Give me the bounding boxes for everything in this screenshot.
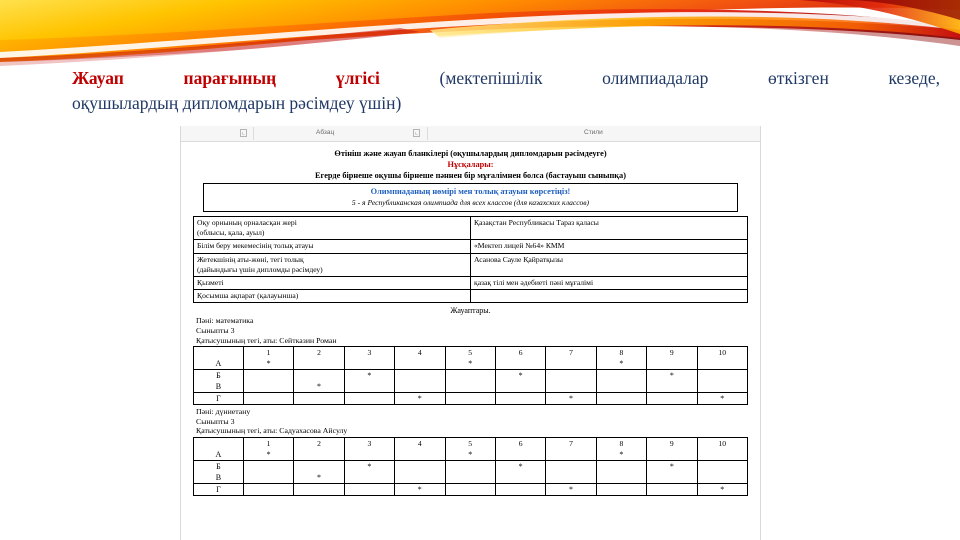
answer-grid-2 bbox=[193, 437, 748, 496]
subject-section-1-meta bbox=[193, 316, 748, 345]
decorative-header-banner bbox=[0, 0, 960, 72]
answer-cell-Б-1[interactable] bbox=[243, 370, 293, 382]
answer-mark-icon: * bbox=[316, 472, 321, 482]
answer-grid-row-В bbox=[194, 472, 748, 484]
info-value-location: Қазақстан Республикасы Тараз қаласы bbox=[471, 217, 748, 240]
answer-cell-А-6[interactable] bbox=[495, 358, 545, 370]
answer-cell-В-7[interactable] bbox=[546, 381, 596, 393]
answer-cell-В-6[interactable] bbox=[495, 472, 545, 484]
answer-cell-В-8[interactable] bbox=[596, 381, 646, 393]
answer-grid-column-header-1: 1 bbox=[243, 347, 293, 359]
answer-cell-А-5[interactable] bbox=[445, 449, 495, 461]
subject-line bbox=[196, 316, 748, 326]
document-header-line-1: Өтініш және жауап бланкілері (оқушылардың дипломдарын рәсімдеуге) bbox=[334, 149, 607, 158]
answer-cell-Б-7[interactable] bbox=[546, 370, 596, 382]
class-label: Сыныпты bbox=[196, 416, 229, 426]
answer-cell-В-2[interactable] bbox=[294, 472, 344, 484]
answer-grid-1 bbox=[193, 346, 748, 405]
answer-cell-Б-5[interactable] bbox=[445, 460, 495, 472]
title-bold-part: Жауап парағының үлгісі bbox=[72, 68, 380, 88]
answer-grid-column-header-8: 8 bbox=[596, 437, 646, 449]
subject-section-2-meta bbox=[193, 407, 748, 436]
document-header-line-variants: Нұсқалары: bbox=[447, 160, 494, 169]
answer-cell-А-3[interactable] bbox=[344, 358, 394, 370]
answer-cell-Г-8[interactable] bbox=[596, 393, 646, 405]
answer-cell-Б-4[interactable] bbox=[395, 370, 445, 382]
participant-line bbox=[196, 336, 748, 346]
answer-cell-В-5[interactable] bbox=[445, 472, 495, 484]
answer-mark-icon: * bbox=[569, 394, 574, 404]
answer-cell-Б-9[interactable] bbox=[647, 460, 697, 472]
info-label-note: (облысы, қала, ауыл) bbox=[197, 228, 265, 238]
answer-grid-row-Г bbox=[194, 393, 748, 405]
answer-cell-Г-8[interactable] bbox=[596, 483, 646, 495]
answer-mark-icon: * bbox=[518, 371, 523, 381]
answer-grid-column-header-10: 10 bbox=[697, 347, 747, 359]
answer-cell-А-2[interactable] bbox=[294, 449, 344, 461]
class-label: Сыныпты bbox=[196, 326, 229, 336]
answer-mark-icon: * bbox=[569, 484, 574, 494]
answer-grid-column-header-5: 5 bbox=[445, 347, 495, 359]
answer-grid-column-header-1: 1 bbox=[243, 437, 293, 449]
ribbon-group-label-styles: Стили bbox=[584, 129, 603, 136]
answer-cell-Б-9[interactable] bbox=[647, 370, 697, 382]
ribbon-group-label-paragraph: Абзац bbox=[316, 129, 335, 136]
info-value-supervisor: Асанова Сауле Қайратқызы bbox=[471, 253, 748, 276]
answer-grid-column-header-7: 7 bbox=[546, 437, 596, 449]
document-body bbox=[181, 142, 760, 496]
answer-cell-Г-4[interactable] bbox=[395, 393, 445, 405]
info-label-supervisor bbox=[194, 253, 471, 276]
answer-cell-В-8[interactable] bbox=[596, 472, 646, 484]
answer-cell-В-1[interactable] bbox=[243, 381, 293, 393]
answer-cell-Г-10[interactable] bbox=[697, 483, 747, 495]
class-line bbox=[196, 326, 748, 336]
answer-cell-Г-5[interactable] bbox=[445, 483, 495, 495]
answer-grid-column-header-2: 2 bbox=[294, 437, 344, 449]
answer-grid-column-header-8: 8 bbox=[596, 347, 646, 359]
answer-cell-А-1[interactable] bbox=[243, 358, 293, 370]
answer-cell-А-9[interactable] bbox=[647, 449, 697, 461]
page-title bbox=[72, 66, 940, 116]
answer-grid-row-Г bbox=[194, 483, 748, 495]
answers-section-label: Жауаптары. bbox=[450, 306, 491, 316]
answer-cell-А-7[interactable] bbox=[546, 449, 596, 461]
answer-cell-А-3[interactable] bbox=[344, 449, 394, 461]
answer-mark-icon: * bbox=[266, 449, 271, 459]
document-screenshot-panel bbox=[180, 126, 761, 540]
answer-cell-А-8[interactable] bbox=[596, 358, 646, 370]
answer-cell-Б-2[interactable] bbox=[294, 370, 344, 382]
info-value-institution: «Мектеп лицей №64» КММ bbox=[471, 240, 748, 253]
info-label-position: Қызметі bbox=[194, 277, 471, 290]
answer-grid-column-header-5: 5 bbox=[445, 437, 495, 449]
paragraph-dialog-launcher-icon[interactable]: ⌞ bbox=[242, 130, 245, 136]
answer-cell-Б-6[interactable] bbox=[495, 370, 545, 382]
answer-cell-В-10[interactable] bbox=[697, 472, 747, 484]
answer-grid-column-header-3: 3 bbox=[344, 437, 394, 449]
callout-subtitle: 5 - я Республиканская олимпиада для всех классов (для казахских классов) bbox=[351, 198, 590, 207]
answer-mark-icon: * bbox=[367, 371, 372, 381]
table-row bbox=[194, 240, 748, 253]
info-label-institution: Білім беру мекемесінің толық атауы bbox=[194, 240, 471, 253]
info-label-text: Жетекшінің аты-жөні, тегі толық bbox=[197, 254, 304, 264]
info-value-extra bbox=[471, 290, 748, 303]
answer-cell-А-4[interactable] bbox=[395, 358, 445, 370]
answer-cell-Г-7[interactable] bbox=[546, 393, 596, 405]
info-label-location bbox=[194, 217, 471, 240]
title-line-2: оқушылардың дипломдарын рәсімдеу үшін) bbox=[72, 93, 402, 113]
answer-cell-Г-6[interactable] bbox=[495, 483, 545, 495]
answer-cell-А-8[interactable] bbox=[596, 449, 646, 461]
answer-cell-Г-6[interactable] bbox=[495, 393, 545, 405]
institution-info-table bbox=[193, 216, 748, 303]
answer-mark-icon: * bbox=[669, 461, 674, 471]
answer-cell-Б-3[interactable] bbox=[344, 370, 394, 382]
olympiad-callout-box bbox=[203, 183, 738, 212]
answer-cell-В-4[interactable] bbox=[395, 472, 445, 484]
subject-value: дүниетану bbox=[215, 407, 251, 417]
answer-grid-column-header-9: 9 bbox=[647, 347, 697, 359]
answer-mark-icon: * bbox=[619, 359, 624, 369]
answer-grid-column-header-2: 2 bbox=[294, 347, 344, 359]
answer-grid-row-label: А bbox=[194, 358, 244, 370]
class-value: 3 bbox=[230, 326, 235, 336]
answer-grid-column-header-4: 4 bbox=[395, 437, 445, 449]
answer-grid-row-label: В bbox=[194, 472, 244, 484]
answer-grid-column-header-6: 6 bbox=[495, 437, 545, 449]
answer-grid-column-header-7: 7 bbox=[546, 347, 596, 359]
answer-mark-icon: * bbox=[367, 461, 372, 471]
answer-cell-А-10[interactable] bbox=[697, 358, 747, 370]
answer-cell-В-1[interactable] bbox=[243, 472, 293, 484]
answer-cell-В-2[interactable] bbox=[294, 381, 344, 393]
table-row bbox=[194, 253, 748, 276]
class-line bbox=[196, 417, 748, 427]
answer-cell-В-4[interactable] bbox=[395, 381, 445, 393]
answer-mark-icon: * bbox=[417, 484, 422, 494]
participant-value: Садуахасова Айсулу bbox=[279, 426, 348, 436]
title-rest-part: (мектепішілік олимпиадалар өткізген кезеде, bbox=[439, 68, 940, 88]
answer-cell-Б-6[interactable] bbox=[495, 460, 545, 472]
answer-cell-В-6[interactable] bbox=[495, 381, 545, 393]
answer-grid-row-label: Б bbox=[194, 370, 244, 382]
answer-mark-icon: * bbox=[316, 382, 321, 392]
table-row bbox=[194, 217, 748, 240]
table-row bbox=[194, 290, 748, 303]
callout-title: Олимпиаданың нөмірі мен толық атауын көрсетіңіз! bbox=[370, 187, 571, 196]
answer-cell-В-5[interactable] bbox=[445, 381, 495, 393]
participant-line bbox=[196, 426, 748, 436]
answer-cell-Б-7[interactable] bbox=[546, 460, 596, 472]
answer-cell-Б-4[interactable] bbox=[395, 460, 445, 472]
answer-mark-icon: * bbox=[468, 449, 473, 459]
title-line-1 bbox=[72, 66, 940, 91]
info-label-note: (дайындығы үшін дипломды рәсімдеу) bbox=[197, 264, 323, 274]
answer-cell-Б-8[interactable] bbox=[596, 370, 646, 382]
answer-cell-В-3[interactable] bbox=[344, 472, 394, 484]
subject-label: Пәні: bbox=[196, 316, 214, 326]
answer-mark-icon: * bbox=[518, 461, 523, 471]
answer-grid-row-label: В bbox=[194, 381, 244, 393]
table-row bbox=[194, 277, 748, 290]
answer-mark-icon: * bbox=[669, 371, 674, 381]
answer-grid-corner-cell bbox=[194, 437, 244, 449]
document-header-line-condition: Егерде бірнеше оқушы бірнеше пәннен бір мұғалімнен болса (бастауыш сыныпқа) bbox=[315, 171, 626, 180]
answer-grid-row-В bbox=[194, 381, 748, 393]
answer-grid-row-Б bbox=[194, 370, 748, 382]
answer-cell-Г-1[interactable] bbox=[243, 393, 293, 405]
answer-cell-Г-5[interactable] bbox=[445, 393, 495, 405]
answer-grid-header-row bbox=[194, 437, 748, 449]
answer-cell-Г-3[interactable] bbox=[344, 483, 394, 495]
info-label-text: Оқу орнының орналасқан жері bbox=[197, 218, 297, 227]
answer-cell-В-10[interactable] bbox=[697, 381, 747, 393]
answer-cell-А-7[interactable] bbox=[546, 358, 596, 370]
answer-cell-А-2[interactable] bbox=[294, 358, 344, 370]
subject-line bbox=[196, 407, 748, 417]
subject-value: математика bbox=[215, 316, 254, 326]
word-ribbon-strip bbox=[181, 126, 760, 142]
info-value-position: қазақ тілі мен әдебиеті пәні мұғалімі bbox=[471, 277, 748, 290]
answer-cell-В-9[interactable] bbox=[647, 381, 697, 393]
answer-grid-column-header-10: 10 bbox=[697, 437, 747, 449]
participant-value: Сейтказин Роман bbox=[279, 335, 337, 345]
answer-grid-column-header-9: 9 bbox=[647, 437, 697, 449]
answer-cell-Г-7[interactable] bbox=[546, 483, 596, 495]
answer-grid-column-header-6: 6 bbox=[495, 347, 545, 359]
answer-mark-icon: * bbox=[720, 484, 725, 494]
answer-cell-В-9[interactable] bbox=[647, 472, 697, 484]
styles-dialog-launcher-icon[interactable]: ⌞ bbox=[415, 130, 418, 136]
answer-cell-Г-3[interactable] bbox=[344, 393, 394, 405]
answer-cell-Г-1[interactable] bbox=[243, 483, 293, 495]
answer-cell-А-4[interactable] bbox=[395, 449, 445, 461]
answer-grid-row-label: А bbox=[194, 449, 244, 461]
answer-cell-Г-4[interactable] bbox=[395, 483, 445, 495]
class-value: 3 bbox=[230, 416, 235, 426]
answer-mark-icon: * bbox=[266, 359, 271, 369]
answer-cell-А-1[interactable] bbox=[243, 449, 293, 461]
answer-cell-Б-8[interactable] bbox=[596, 460, 646, 472]
answer-cell-Г-9[interactable] bbox=[647, 483, 697, 495]
answer-grid-row-label: Г bbox=[194, 393, 244, 405]
answer-cell-Б-5[interactable] bbox=[445, 370, 495, 382]
answer-grid-row-label: Б bbox=[194, 460, 244, 472]
info-label-extra: Қосымша ақпарат (қалауынша) bbox=[194, 290, 471, 303]
subject-label: Пәні: bbox=[196, 407, 214, 417]
answer-grid-row-А bbox=[194, 449, 748, 461]
answer-grid-row-Б bbox=[194, 460, 748, 472]
answer-cell-А-10[interactable] bbox=[697, 449, 747, 461]
answer-mark-icon: * bbox=[468, 359, 473, 369]
answer-cell-Б-2[interactable] bbox=[294, 460, 344, 472]
answer-cell-Г-10[interactable] bbox=[697, 393, 747, 405]
participant-label: Қатысушының тегі, аты: bbox=[196, 335, 278, 345]
answer-cell-Б-3[interactable] bbox=[344, 460, 394, 472]
answer-mark-icon: * bbox=[720, 394, 725, 404]
answer-grid-row-А bbox=[194, 358, 748, 370]
answer-grid-header-row bbox=[194, 347, 748, 359]
answer-cell-Б-1[interactable] bbox=[243, 460, 293, 472]
answer-grid-column-header-4: 4 bbox=[395, 347, 445, 359]
answer-cell-В-7[interactable] bbox=[546, 472, 596, 484]
answer-grid-column-header-3: 3 bbox=[344, 347, 394, 359]
answer-cell-Г-9[interactable] bbox=[647, 393, 697, 405]
answer-mark-icon: * bbox=[619, 449, 624, 459]
answer-cell-Г-2[interactable] bbox=[294, 483, 344, 495]
answer-mark-icon: * bbox=[417, 394, 422, 404]
answer-cell-В-3[interactable] bbox=[344, 381, 394, 393]
answer-cell-А-6[interactable] bbox=[495, 449, 545, 461]
answer-cell-А-9[interactable] bbox=[647, 358, 697, 370]
answer-cell-А-5[interactable] bbox=[445, 358, 495, 370]
answer-grid-row-label: Г bbox=[194, 483, 244, 495]
answer-cell-Г-2[interactable] bbox=[294, 393, 344, 405]
answer-cell-Б-10[interactable] bbox=[697, 460, 747, 472]
answer-grid-corner-cell bbox=[194, 347, 244, 359]
answer-cell-Б-10[interactable] bbox=[697, 370, 747, 382]
participant-label: Қатысушының тегі, аты: bbox=[196, 426, 278, 436]
